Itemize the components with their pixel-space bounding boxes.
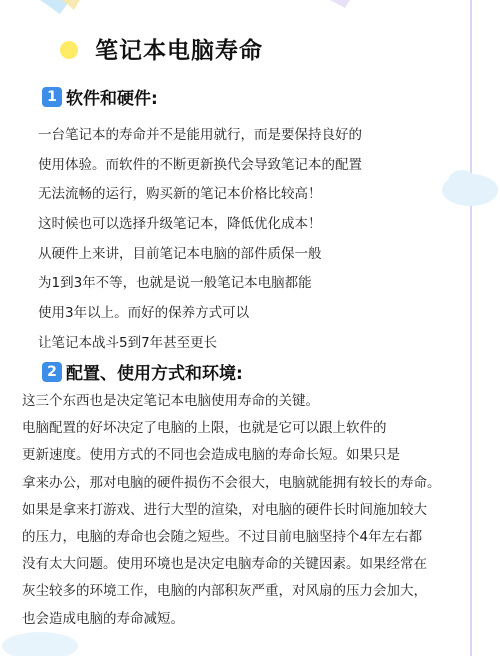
text-line: 的压力，电脑的寿命也会随之短些。不过目前电脑坚持个4年左右都 [22,528,423,545]
number-one-badge-icon: 1 [42,87,62,107]
text-line: 电脑配置的好坏决定了电脑的上限，也就是它可以跟上软件的 [22,420,387,437]
section-title: 软件和硬件: [66,89,158,109]
number-two-badge-icon: 2 [42,362,62,382]
text-line: 无法流畅的运行，购买新的笔记本价格比较高！ [38,186,322,203]
text-line: 为1到3年不等，也就是说一般笔记本电脑都能 [38,275,312,292]
top-decoration [0,0,500,22]
text-line: 也会造成电脑的寿命减短。 [22,610,184,627]
text-line: 让笔记本战斗5到7年甚至更长 [38,334,218,351]
text-line: 使用体验。而软件的不断更新换代会导致笔记本的配置 [38,156,362,173]
text-line: 灰尘较多的环境工作，电脑的内部积灰严重，对风扇的压力会加大， [22,583,427,600]
text-line: 使用3年以上。而好的保养方式可以 [38,305,250,322]
text-line: 没有太大问题。使用环境也是决定电脑寿命的关键因素。如果经常在 [22,556,427,573]
text-line: 拿来办公，那对电脑的硬件损伤不会很大，电脑就能拥有较长的寿命。 [22,474,441,491]
section-heading-config-usage-environment [42,359,243,384]
section-heading-software-hardware [42,84,158,109]
text-line: 这时候也可以选择升级笔记本，降低优化成本！ [38,216,322,233]
text-line: 更新速度。使用方式的不同也会造成电脑的寿命长短。如果只是 [22,447,400,464]
text-line: 从硬件上来讲，目前笔记本电脑的部件质保一般 [38,245,322,262]
title-dot-icon [60,41,78,59]
section-body-config-usage-environment [22,388,492,633]
text-line: 这三个东西也是决定笔记本电脑使用寿命的关键。 [22,393,319,409]
section-body-software-hardware [38,121,478,359]
text-line: 如果是拿来打游戏、进行大型的渲染，对电脑的硬件长时间施加较大 [22,501,427,518]
section-title: 配置、使用方式和环境: [66,364,243,384]
text-line: 一台笔记本的寿命并不是能用就行，而是要保持良好的 [38,127,362,143]
page-title: 笔记本电脑寿命 [95,38,263,64]
